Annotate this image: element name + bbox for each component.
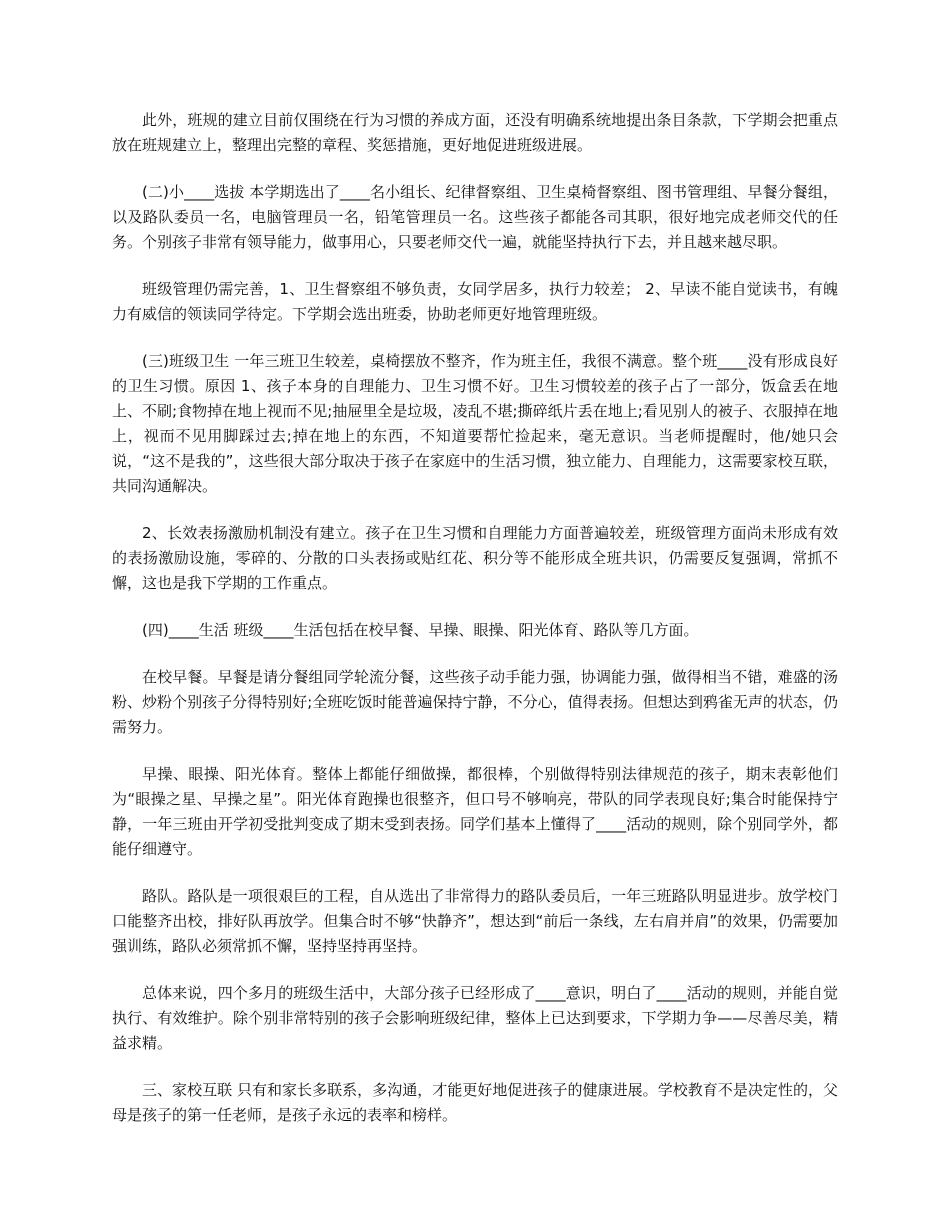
paragraph-road-team: 路队。路队是一项很艰巨的工程，自从选出了非常得力的路队委员后，一年三班路队明显进步。放学校门口能整齐出校，排好队再放学。但集合时不够“快静齐”，想达到“前后一条线，左右肩并肩”的效果，仍需要加强训练，路队必须常抓不懈，坚持坚持再坚持。 — [112, 887, 838, 955]
paragraph-exercises: 早操、眼操、阳光体育。整体上都能仔细做操，都很棒，个别做得特别法律规范的孩子，期末表彰他们为“眼操之星、早操之星”。阳光体育跑操也很整齐，但口号不够响亮，带队的同学表现良好;集合时能保持宁静，一年三班由开学初受批判变成了期末受到表扬。同学们基本上懂得了____活动的规则，除个别同学外，都能仔细遵守。 — [112, 765, 838, 858]
paragraph-school-breakfast: 在校早餐。早餐是请分餐组同学轮流分餐，这些孩子动手能力强，协调能力强，做得相当不错，难盛的汤粉、炒粉个别孩子分得特别好;全班吃饭时能普遍保持宁静，不分心，值得表扬。但想达到鸦雀无声的状态，仍需努力。 — [112, 668, 838, 736]
paragraph-student-selection: (二)小____选拔 本学期选出了____名小组长、纪律督察组、卫生桌椅督察组、图书管理组、早餐分餐组，以及路队委员一名，电脑管理员一名，铅笔管理员一名。这些孩子都能各司其职，很好地完成老师交代的任务。个别孩子非常有领导能力，做事用心，只要老师交代一遍，就能坚持执行下去，并且越来越尽职。 — [112, 183, 838, 251]
paragraph-incentive-mechanism: 2、长效表扬激励机制没有建立。孩子在卫生习惯和自理能力方面普遍较差，班级管理方面尚未形成有效的表扬激励设施，零碎的、分散的口头表扬或贴红花、积分等不能形成全班共识，仍需要反复强调，常抓不懈，这也是我下学期的工作重点。 — [112, 524, 838, 592]
document-page — [112, 108, 838, 1150]
paragraph-class-life: (四)____生活 班级____生活包括在校早餐、早操、眼操、阳光体育、路队等几方面。 — [142, 621, 699, 639]
paragraph-summary: 总体来说，四个多月的班级生活中，大部分孩子已经形成了____意识，明白了____活动的规则，并能自觉执行、有效维护。除个别非常特别的孩子会影响班级纪律，整体上已达到要求，下学期力争——尽善尽美，精益求精。 — [112, 984, 838, 1052]
paragraph-class-rules: 此外，班规的建立目前仅围绕在行为习惯的养成方面，还没有明确系统地提出条目条款，下学期会把重点放在班规建立上，整理出完整的章程、奖惩措施，更好地促进班级进展。 — [112, 111, 838, 154]
paragraph-class-management: 班级管理仍需完善，1、卫生督察组不够负责，女同学居多，执行力较差； 2、早读不能自觉读书，有魄力有威信的领读同学待定。下学期会选出班委，协助老师更好地管理班级。 — [112, 280, 838, 323]
paragraph-class-hygiene: (三)班级卫生 一年三班卫生较差，桌椅摆放不整齐，作为班主任，我很不满意。整个班____没有形成良好的卫生习惯。原因 1、孩子本身的自理能力、卫生习惯不好。卫生习惯较差的孩子占了一部分，饭盒丢在地上、不刷;食物掉在地上视而不见;抽屉里全是垃圾，凌乱不堪;撕碎纸片丢在地上;看见别人的被子、衣服掉在地上，视而不见用脚踩过去;掉在地上的东西，不知道要帮忙捡起来，毫无意识。当老师提醒时，他/她只会说，“这不是我的”，这些很大部分取决于孩子在家庭中的生活习惯，独立能力、自理能力，这需要家校互联，共同沟通解决。 — [112, 352, 838, 495]
paragraph-home-school: 三、家校互联 只有和家长多联系，多沟通，才能更好地促进孩子的健康进展。学校教育不是决定性的，父母是孩子的第一任老师，是孩子永远的表率和榜样。 — [112, 1081, 838, 1124]
